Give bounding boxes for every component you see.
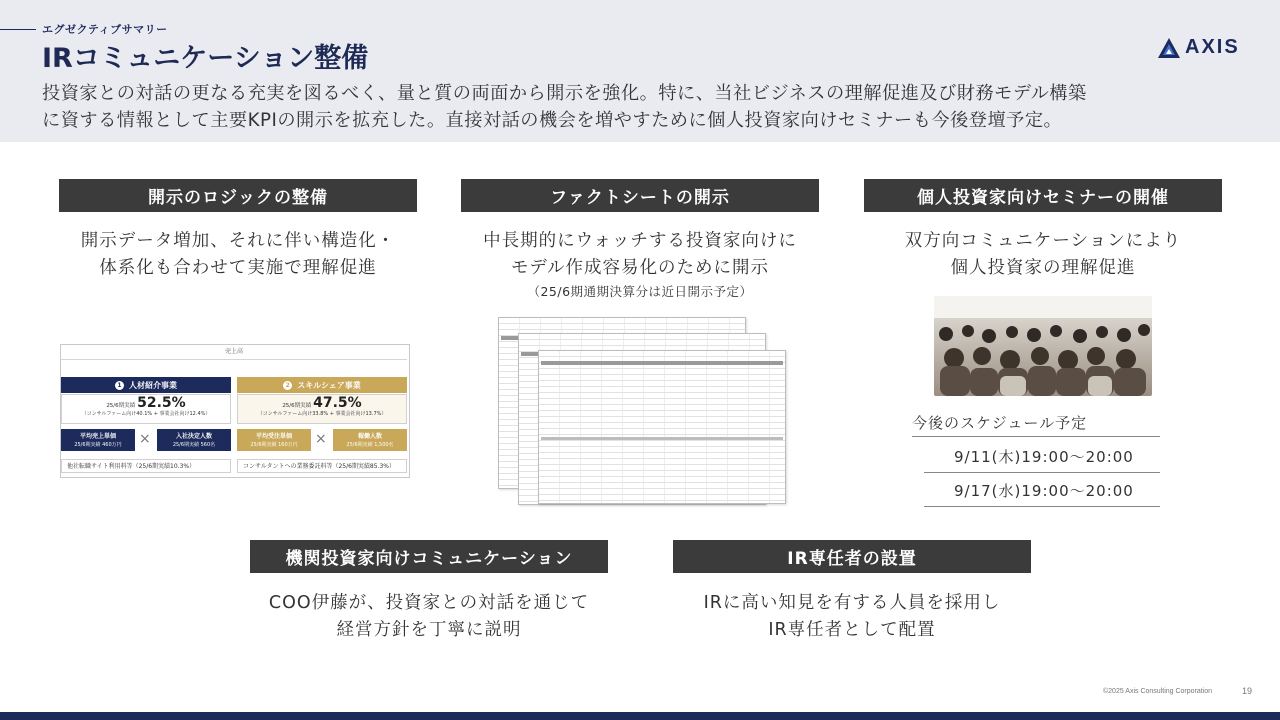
multiply-sign: × <box>315 431 327 447</box>
desc-line: 体系化も合わせて実施で理解促進 <box>99 258 377 278</box>
segment1-chip-b <box>157 429 231 451</box>
logo-text: AXIS <box>1185 36 1240 58</box>
segment2-number: 2 <box>283 381 292 390</box>
schedule-item: 9/17(水)19:00～20:00 <box>954 482 1134 500</box>
segment1-period: 25/6期実績 <box>106 403 136 409</box>
box-desc-ir <box>673 590 1031 644</box>
schedule-divider <box>924 506 1160 507</box>
seminar-audience-photo <box>934 296 1152 396</box>
diagram-top-label: 売上高 <box>61 345 407 360</box>
desc-line: 経営方針を丁寧に説明 <box>336 620 522 640</box>
segment2-footnote: コンサルタントへの業務委託料等（25/6期実績85.3%） <box>237 459 407 473</box>
section-label: エグゼクティブサマリー <box>42 23 168 36</box>
box-title-institutional: 機関投資家向けコミュニケーション <box>250 540 608 573</box>
desc-line: モデル作成容易化のために開示 <box>510 258 770 278</box>
desc-line: COO伊藤が、投資家との対話を通じて <box>268 593 590 613</box>
segment1-note: （コンサルファーム向け40.1% + 事業会社向け12.4%） <box>81 411 211 417</box>
copyright-text: ©2025 Axis Consulting Corporation <box>1103 688 1213 695</box>
segment1-name: 人材紹介事業 <box>129 380 177 390</box>
axis-logo-icon <box>1157 37 1181 59</box>
desc-line: 中長期的にウォッチする投資家向けに <box>483 231 797 251</box>
box-title-seminar: 個人投資家向けセミナーの開催 <box>864 179 1222 212</box>
segment1-footnote: 他社転職サイト利用料等（25/6期実績10.3%） <box>61 459 231 473</box>
segment2-panel <box>237 394 407 424</box>
segment2-note: （コンサルファーム向け33.8% + 事業会社向け13.7%） <box>257 411 387 417</box>
box-title-factsheet: ファクトシートの開示 <box>461 179 819 212</box>
revenue-structure-diagram <box>60 344 410 478</box>
chip-label: 入社決定人数 <box>175 433 212 440</box>
desc-line: IR専任者として配置 <box>768 620 936 640</box>
segment1-chip-a <box>61 429 135 451</box>
segment1-number: 1 <box>115 381 124 390</box>
section-line <box>0 29 36 30</box>
box-desc-seminar <box>864 228 1222 282</box>
summary-line: 投資家との対話の更なる充実を図るべく、量と質の両面から開示を強化。特に、当社ビジネスの理解促進及び財務モデル構築 <box>42 83 1087 104</box>
box-desc-factsheet <box>461 228 819 302</box>
multiply-sign: × <box>139 431 151 447</box>
summary-text <box>42 80 1257 134</box>
desc-line: IRに高い知見を有する人員を採用し <box>703 593 1001 613</box>
page-title: IRコミュニケーション整備 <box>42 43 369 74</box>
box-title-logic: 開示のロジックの整備 <box>59 179 417 212</box>
segment2-chip-a <box>237 429 311 451</box>
page-number: 19 <box>1242 686 1253 696</box>
schedule-divider <box>924 472 1160 473</box>
chip-label: 平均売上単価 <box>79 433 116 440</box>
chip-value: 25/6期実績 1,500名 <box>346 442 394 448</box>
chip-value: 25/6期実績 560名 <box>172 442 216 448</box>
segment2-period: 25/6期実績 <box>282 403 312 409</box>
segment2-name: スキルシェア事業 <box>297 380 361 390</box>
summary-line: に資する情報として主要KPIの開示を拡充した。直接対話の機会を増やすために個人投資家向けセミナーも今後登壇予定。 <box>42 110 1063 131</box>
box-desc-institutional <box>250 590 608 644</box>
footer-bar <box>0 712 1280 720</box>
chip-label: 稼働人数 <box>357 433 382 440</box>
desc-line: 開示データ増加、それに伴い構造化・ <box>80 231 396 251</box>
desc-line: 個人投資家の理解促進 <box>950 258 1136 278</box>
company-logo <box>1157 36 1240 59</box>
schedule-divider <box>912 436 1160 437</box>
segment1-panel <box>61 394 231 424</box>
segment2-chip-b <box>333 429 407 451</box>
segment2-pct: 47.5% <box>313 395 362 411</box>
chip-label: 平均受注単価 <box>255 433 292 440</box>
fact-sheet-image-front <box>538 350 786 504</box>
segment2-header <box>237 377 407 393</box>
segment1-pct: 52.5% <box>137 395 186 411</box>
chip-value: 25/6期実績 460万円 <box>74 442 122 448</box>
schedule-title: 今後のスケジュール予定 <box>912 414 1088 432</box>
desc-note: （25/6期通期決算分は近日開示予定） <box>527 284 753 299</box>
chip-value: 25/6期実績 160万円 <box>250 442 298 448</box>
desc-line: 双方向コミュニケーションにより <box>904 231 1182 251</box>
box-title-ir: IR専任者の設置 <box>673 540 1031 573</box>
schedule-item: 9/11(木)19:00～20:00 <box>954 448 1134 466</box>
box-desc-logic <box>59 228 417 282</box>
segment1-header <box>61 377 231 393</box>
